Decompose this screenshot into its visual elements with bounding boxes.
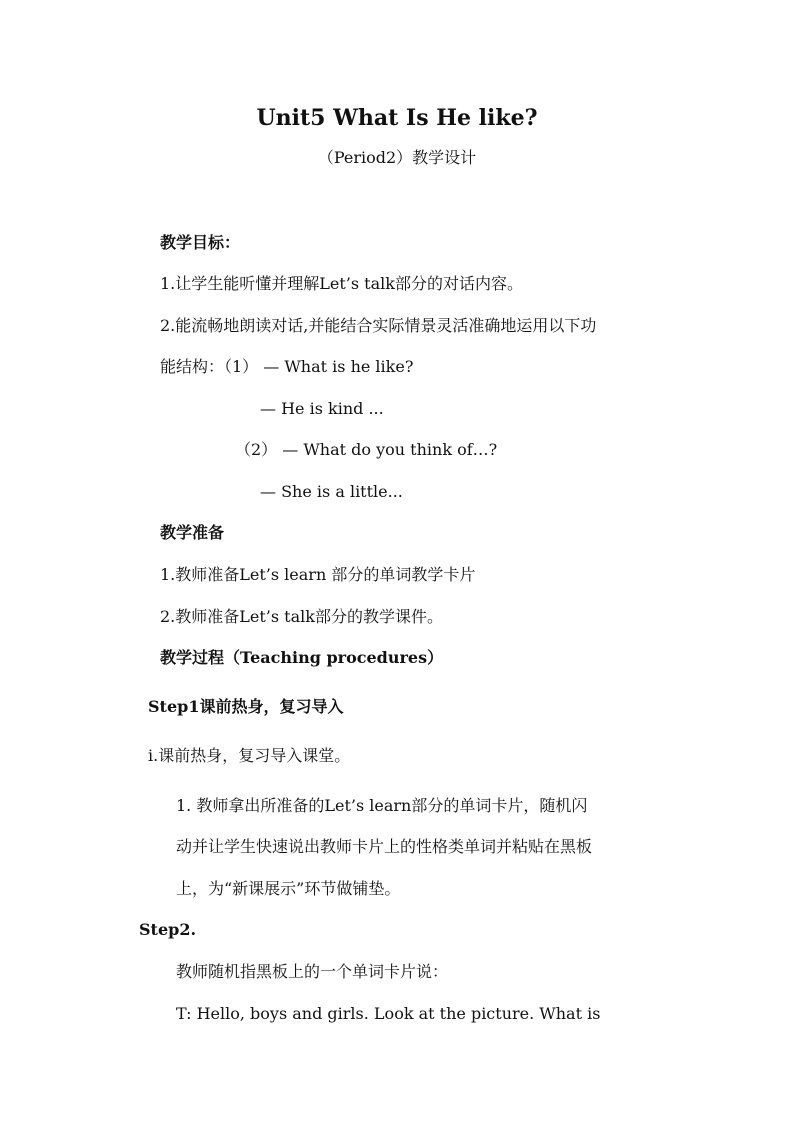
page-subtitle: （Period2）教学设计 <box>317 148 477 167</box>
objective-item-2-line-1: 2.能流畅地朗读对话,并能结合实际情景灵活准确地运用以下功 <box>160 316 597 335</box>
step1-heading: Step1课前热身，复习导入 <box>148 697 344 716</box>
objective-item-2-line-3: — He is kind ... <box>260 399 384 418</box>
page-title: Unit5 What Is He like? <box>256 105 538 131</box>
objective-item-1: 1.让学生能听懂并理解Let’s talk部分的对话内容。 <box>160 274 523 293</box>
preparation-heading: 教学准备 <box>160 523 225 542</box>
step2-line-2: T: Hello, boys and girls. Look at the picture. What is <box>176 1004 601 1023</box>
step1-paragraph-line-2: 动并让学生快速说出教师卡片上的性格类单词并粘贴在黑板 <box>176 837 593 856</box>
objectives-heading: 教学目标： <box>160 233 241 252</box>
step1-subheading: i.课前热身，复习导入课堂。 <box>148 746 351 765</box>
objective-item-2-line-2: 能结构：（1） — What is he like? <box>160 357 414 376</box>
step2-line-1: 教师随机指黑板上的一个单词卡片说： <box>176 962 449 981</box>
preparation-item-1: 1.教师准备Let’s learn 部分的单词教学卡片 <box>160 565 476 584</box>
step1-paragraph-line-3: 上，为“新课展示”环节做铺垫。 <box>176 879 401 898</box>
step2-heading: Step2. <box>139 920 197 939</box>
step1-paragraph-line-1: 1. 教师拿出所准备的Let’s learn部分的单词卡片，随机闪 <box>176 796 588 815</box>
procedures-heading: 教学过程（Teaching procedures） <box>160 648 444 667</box>
objective-item-2-line-5: — She is a little... <box>260 482 403 501</box>
objective-item-2-line-4: （2） — What do you think of…? <box>235 440 498 459</box>
preparation-item-2: 2.教师准备Let’s talk部分的教学课件。 <box>160 607 443 626</box>
